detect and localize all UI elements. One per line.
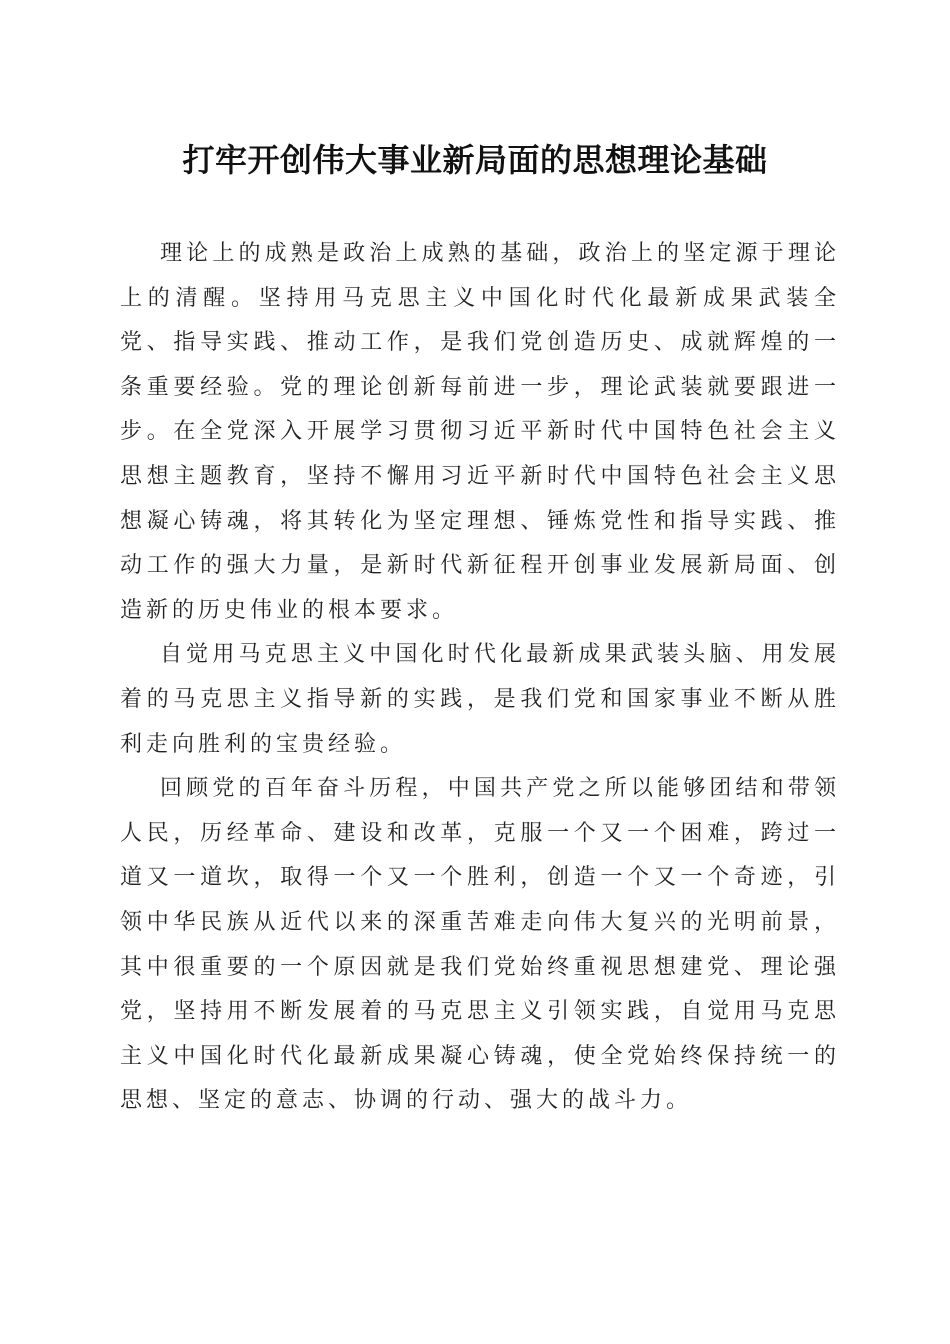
document-title: 打牢开创伟大事业新局面的思想理论基础 (182, 141, 768, 179)
paragraph-3: 回顾党的百年奋斗历程，中国共产党之所以能够团结和带领人民，历经革命、建设和改革，克服一个又一个困难，跨过一道又一道坎，取得一个又一个胜利，创造一个又一个奇迹，引领中华民族从近代以来的深重苦难走向伟大复兴的光明前景，其中很重要的一个原因就是我们党始终重视思想建党、理论强党，坚持用不断发展着的马克思主义引领实践，自觉用马克思主义中国化时代化最新成果凝心铸魂，使全党始终保持统一的思想、坚定的意志、协调的行动、强大的战斗力。 (120, 776, 840, 1114)
paragraph-2: 自觉用马克思主义中国化时代化最新成果武装头脑、用发展着的马克思主义指导新的实践，是我们党和国家事业不断从胜利走向胜利的宝贵经验。 (120, 642, 840, 757)
paragraph-1: 理论上的成熟是政治上成熟的基础，政治上的坚定源于理论上的清醒。坚持用马克思主义中国化时代化最新成果武装全党、指导实践、推动工作，是我们党创造历史、成就辉煌的一条重要经验。党的理论创新每前进一步，理论武装就要跟进一步。在全党深入开展学习贯彻习近平新时代中国特色社会主义思想主题教育，坚持不懈用习近平新时代中国特色社会主义思想凝心铸魂，将其转化为坚定理想、锤炼党性和指导实践、推动工作的强大力量，是新时代新征程开创事业发展新局面、创造新的历史伟业的根本要求。 (120, 241, 840, 623)
document-body (120, 232, 840, 1124)
